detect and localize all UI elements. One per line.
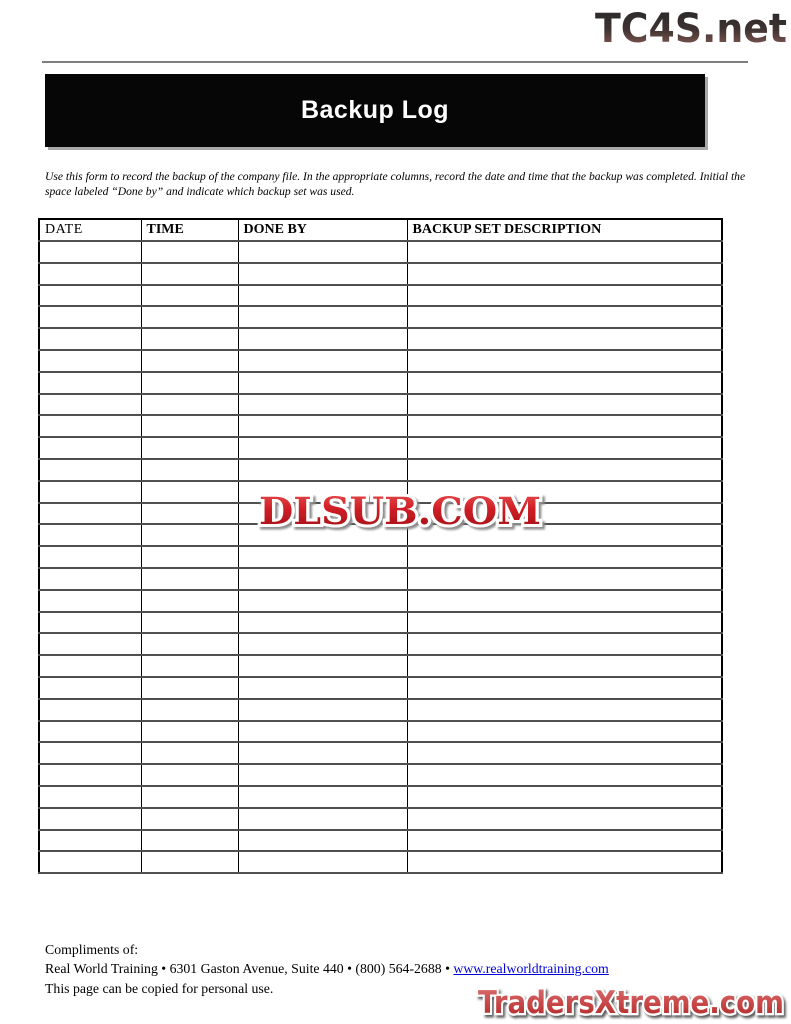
tradersxtreme-logo-text: TradersXtreme.com (478, 985, 784, 1021)
empty-cell (407, 241, 722, 263)
empty-cell (141, 394, 238, 416)
page-title: Backup Log (300, 96, 450, 124)
empty-cell (238, 721, 407, 743)
realworldtraining-link[interactable]: www.realworldtraining.com (453, 961, 609, 977)
column-header-date: DATE (39, 219, 141, 241)
empty-cell (39, 328, 141, 350)
table-row (39, 372, 722, 394)
table-row (39, 328, 722, 350)
tc4s-logo-text: TC4S.net (595, 6, 787, 51)
empty-cell (39, 241, 141, 263)
empty-cell (39, 590, 141, 612)
empty-cell (39, 830, 141, 852)
empty-cell (407, 546, 722, 568)
table-row (39, 306, 722, 328)
empty-cell (39, 394, 141, 416)
empty-cell (39, 677, 141, 699)
empty-cell (141, 851, 238, 873)
footer-address-line (45, 959, 609, 978)
dlsub-watermark-text: DLSUB.COM (259, 489, 541, 533)
empty-cell (141, 568, 238, 590)
empty-cell (141, 786, 238, 808)
empty-cell (238, 241, 407, 263)
empty-cell (407, 415, 722, 437)
empty-cell (407, 590, 722, 612)
table-row (39, 830, 722, 852)
empty-cell (407, 655, 722, 677)
empty-cell (39, 415, 141, 437)
empty-cell (141, 306, 238, 328)
table-row (39, 808, 722, 830)
table-row (39, 699, 722, 721)
empty-cell (39, 764, 141, 786)
empty-cell (141, 655, 238, 677)
empty-cell (407, 350, 722, 372)
header-divider (42, 61, 748, 63)
empty-cell (407, 742, 722, 764)
empty-cell (407, 459, 722, 481)
table-row (39, 590, 722, 612)
column-header-time: TIME (141, 219, 238, 241)
empty-cell (141, 546, 238, 568)
empty-cell (39, 699, 141, 721)
empty-cell (39, 612, 141, 634)
empty-cell (39, 524, 141, 546)
table-row (39, 633, 722, 655)
empty-cell (141, 241, 238, 263)
empty-cell (39, 786, 141, 808)
empty-cell (407, 633, 722, 655)
empty-cell (238, 372, 407, 394)
empty-cell (407, 394, 722, 416)
table-row (39, 721, 722, 743)
empty-cell (141, 503, 238, 525)
empty-cell (141, 742, 238, 764)
empty-cell (238, 851, 407, 873)
empty-cell (238, 568, 407, 590)
empty-cell (141, 699, 238, 721)
empty-cell (39, 503, 141, 525)
empty-cell (141, 328, 238, 350)
empty-cell (407, 677, 722, 699)
empty-cell (39, 306, 141, 328)
empty-cell (39, 546, 141, 568)
empty-cell (407, 306, 722, 328)
empty-cell (141, 524, 238, 546)
table-row (39, 415, 722, 437)
table-row (39, 677, 722, 699)
empty-cell (238, 459, 407, 481)
table-row (39, 263, 722, 285)
empty-cell (141, 372, 238, 394)
empty-cell (39, 459, 141, 481)
table-row (39, 764, 722, 786)
empty-cell (141, 285, 238, 307)
title-banner (45, 74, 705, 147)
footer-compliments: Compliments of: (45, 942, 139, 957)
table-header-row (39, 219, 722, 241)
empty-cell (238, 285, 407, 307)
table-row (39, 437, 722, 459)
empty-cell (39, 437, 141, 459)
table-row (39, 285, 722, 307)
empty-cell (407, 612, 722, 634)
empty-cell (39, 851, 141, 873)
empty-cell (141, 459, 238, 481)
empty-cell (407, 851, 722, 873)
empty-cell (141, 830, 238, 852)
empty-cell (39, 263, 141, 285)
table-row (39, 459, 722, 481)
column-header-description: BACKUP SET DESCRIPTION (407, 219, 722, 241)
footer-address-text: Real World Training • 6301 Gaston Avenue, Suite 440 • (800) 564-2688 • (45, 961, 454, 977)
empty-cell (407, 328, 722, 350)
empty-cell (407, 568, 722, 590)
log-table-body (39, 241, 722, 873)
empty-cell (238, 415, 407, 437)
empty-cell (141, 590, 238, 612)
empty-cell (407, 721, 722, 743)
empty-cell (238, 546, 407, 568)
tc4s-logo (590, 3, 790, 51)
table-row (39, 655, 722, 677)
empty-cell (238, 677, 407, 699)
empty-cell (238, 328, 407, 350)
empty-cell (407, 285, 722, 307)
footer-copy-notice: This page can be copied for personal use. (45, 980, 274, 996)
empty-cell (238, 830, 407, 852)
column-header-done-by: DONE BY (238, 219, 407, 241)
empty-cell (238, 590, 407, 612)
table-row (39, 546, 722, 568)
empty-cell (238, 263, 407, 285)
table-row (39, 568, 722, 590)
empty-cell (238, 699, 407, 721)
empty-cell (141, 633, 238, 655)
empty-cell (141, 415, 238, 437)
empty-cell (238, 742, 407, 764)
table-row (39, 394, 722, 416)
empty-cell (238, 437, 407, 459)
empty-cell (238, 350, 407, 372)
table-row (39, 851, 722, 873)
backup-log-table (38, 218, 723, 874)
empty-cell (238, 612, 407, 634)
empty-cell (238, 633, 407, 655)
instructions-text: Use this form to record the backup of the company file. In the appropriate columns, record the date and time that the backup was completed. Initial the space labeled “Done by” and indicate which backup set was used. (45, 170, 746, 198)
table-row (39, 742, 722, 764)
empty-cell (39, 742, 141, 764)
empty-cell (39, 721, 141, 743)
empty-cell (141, 721, 238, 743)
empty-cell (238, 306, 407, 328)
empty-cell (141, 437, 238, 459)
tradersxtreme-logo (472, 979, 791, 1024)
empty-cell (141, 481, 238, 503)
empty-cell (141, 263, 238, 285)
empty-cell (39, 655, 141, 677)
empty-cell (141, 808, 238, 830)
table-row (39, 612, 722, 634)
empty-cell (39, 372, 141, 394)
empty-cell (141, 764, 238, 786)
empty-cell (238, 786, 407, 808)
empty-cell (238, 764, 407, 786)
empty-cell (141, 350, 238, 372)
empty-cell (407, 263, 722, 285)
empty-cell (407, 372, 722, 394)
empty-cell (238, 655, 407, 677)
empty-cell (407, 830, 722, 852)
empty-cell (39, 350, 141, 372)
empty-cell (407, 764, 722, 786)
table-row (39, 241, 722, 263)
empty-cell (407, 808, 722, 830)
empty-cell (407, 437, 722, 459)
dlsub-watermark (250, 483, 550, 537)
empty-cell (39, 568, 141, 590)
empty-cell (39, 633, 141, 655)
table-row (39, 786, 722, 808)
empty-cell (39, 481, 141, 503)
empty-cell (141, 612, 238, 634)
empty-cell (39, 285, 141, 307)
empty-cell (238, 394, 407, 416)
empty-cell (407, 699, 722, 721)
empty-cell (407, 786, 722, 808)
empty-cell (238, 808, 407, 830)
table-row (39, 350, 722, 372)
empty-cell (141, 677, 238, 699)
empty-cell (39, 808, 141, 830)
